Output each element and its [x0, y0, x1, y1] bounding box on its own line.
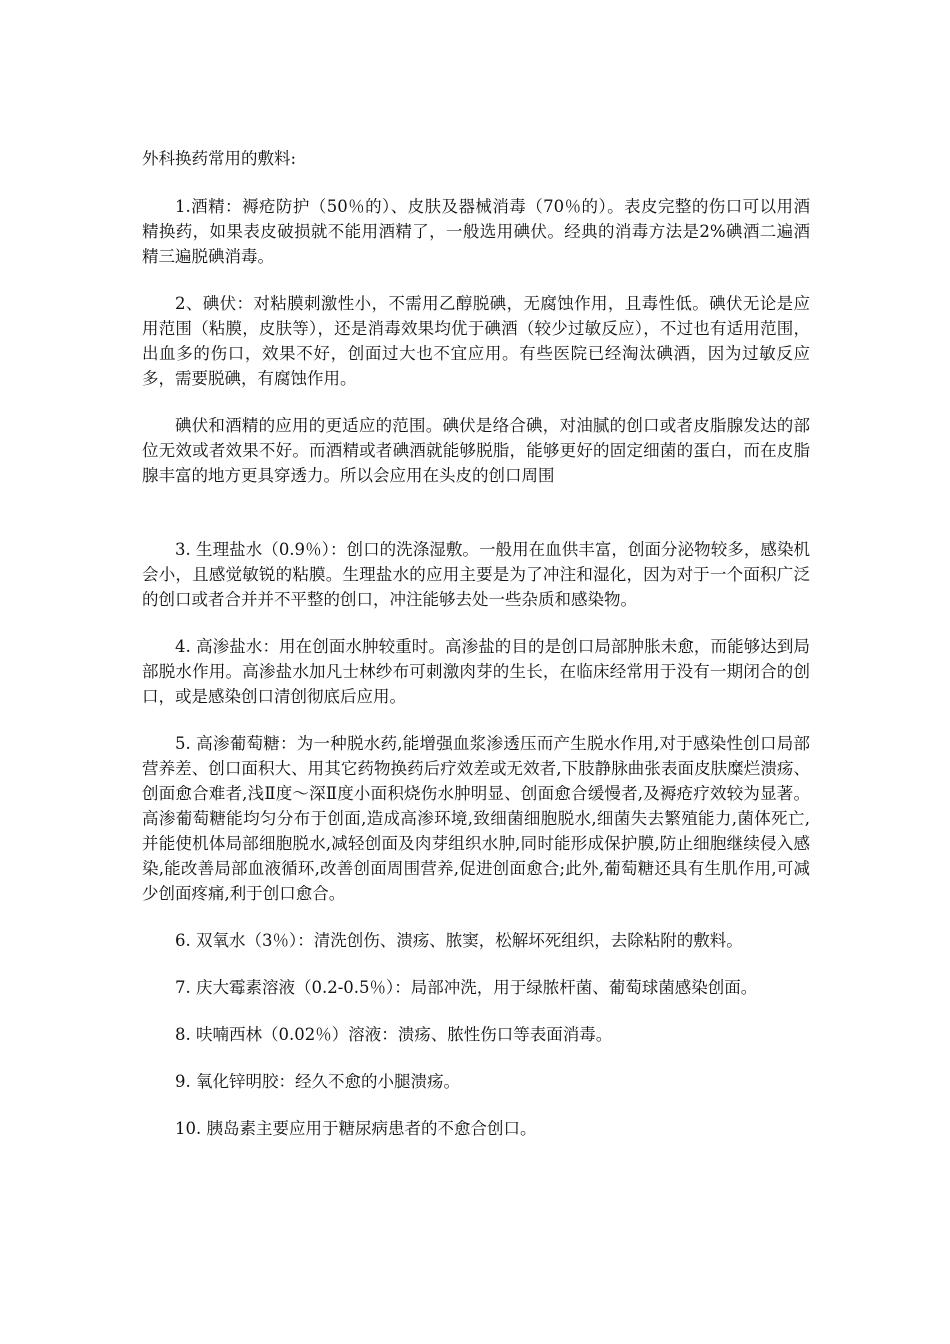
paragraph-nitrofurazone: 8. 呋喃西林（0.02％）溶液：溃疡、脓性伤口等表面消毒。: [175, 1025, 613, 1044]
paragraph-insulin: 10. 胰岛素主要应用于糖尿病患者的不愈合创口。: [175, 1119, 537, 1138]
paragraph-saline: 3. 生理盐水（0.9％）：创口的洗涤湿敷。一般用在血供丰富，创面分泌物较多，感染机会小，且感觉敏锐的粘膜。生理盐水的应用主要是为了冲注和湿化，因为对于一个面积广泛的创口或者合并并不平整的创口，冲注能够去处一些杂质和感染物。: [142, 540, 810, 609]
paragraph-iodophor-vs-alcohol: 碘伏和酒精的应用的更适应的范围。碘伏是络合碘，对油腻的创口或者皮脂腺发达的部位无效或者效果不好。而酒精或者碘酒就能够脱脂，能够更好的固定细菌的蛋白，而在皮脂腺丰富的地方更具穿透力。所以会应用在头皮的创口周围: [142, 416, 810, 485]
paragraph-hypertonic-glucose: 5. 高渗葡萄糖：为一种脱水药,能增强血浆渗透压而产生脱水作用,对于感染性创口局部营养差、创口面积大、用其它药物换药后疗效差或无效者,下肢静脉曲张表面皮肤糜烂溃疡、创面愈合难者,浅Ⅱ度～深Ⅱ度小面积烧伤水肿明显、创面愈合缓慢者,及褥疮疗效较为显著。高渗葡萄糖能均匀分布于创面,造成高渗环境,致细菌细胞脱水,细菌失去繁殖能力,菌体死亡,并能使机体局部细胞脱水,减轻创面及肉芽组织水肿,同时能形成保护膜,防止细胞继续侵入感染,能改善局部血液循环,改善创面周围营养,促进创面愈合;此外,葡萄糖还具有生肌作用,可减少创面疼痛,利于创口愈合。: [142, 734, 810, 903]
paragraph-hydrogen-peroxide: 6. 双氧水（3％）：清洗创伤、溃疡、脓窦，松解坏死组织，去除粘附的敷料。: [175, 931, 743, 950]
paragraph-hypertonic-saline: 4. 高渗盐水：用在创面水肿较重时。高渗盐的目的是创口局部肿胀未愈，而能够达到局部脱水作用。高渗盐水加凡士林纱布可刺激肉芽的生长，在临床经常用于没有一期闭合的创口，或是感染创口清创彻底后应用。: [142, 637, 810, 706]
paragraph-zinc-oxide-gelatin: 9. 氧化锌明胶：经久不愈的小腿溃疡。: [175, 1072, 460, 1091]
paragraph-gentamicin: 7. 庆大霉素溶液（0.2-0.5％）：局部冲洗，用于绿脓杆菌、葡萄球菌感染创面。: [175, 978, 758, 997]
paragraph-alcohol: 1.酒精：褥疮防护（50％的）、皮肤及器械消毒（70％的）。表皮完整的伤口可以用酒精换药，如果表皮破损就不能用酒精了，一般选用碘伏。经典的消毒方法是2%碘酒二遍酒精三遍脱碘消毒。: [142, 197, 810, 266]
paragraph-iodophor: 2、碘伏：对粘膜刺激性小，不需用乙醇脱碘，无腐蚀作用，且毒性低。碘伏无论是应用范围（粘膜，皮肤等），还是消毒效果均优于碘酒（较少过敏反应），不过也有适用范围，出血多的伤口，效果不好，创面过大也不宜应用。有些医院已经淘汰碘酒，因为过敏反应多，需要脱碘，有腐蚀作用。: [142, 294, 810, 388]
document-title: 外科换药常用的敷料:: [142, 149, 297, 168]
document-body: [142, 146, 810, 1163]
